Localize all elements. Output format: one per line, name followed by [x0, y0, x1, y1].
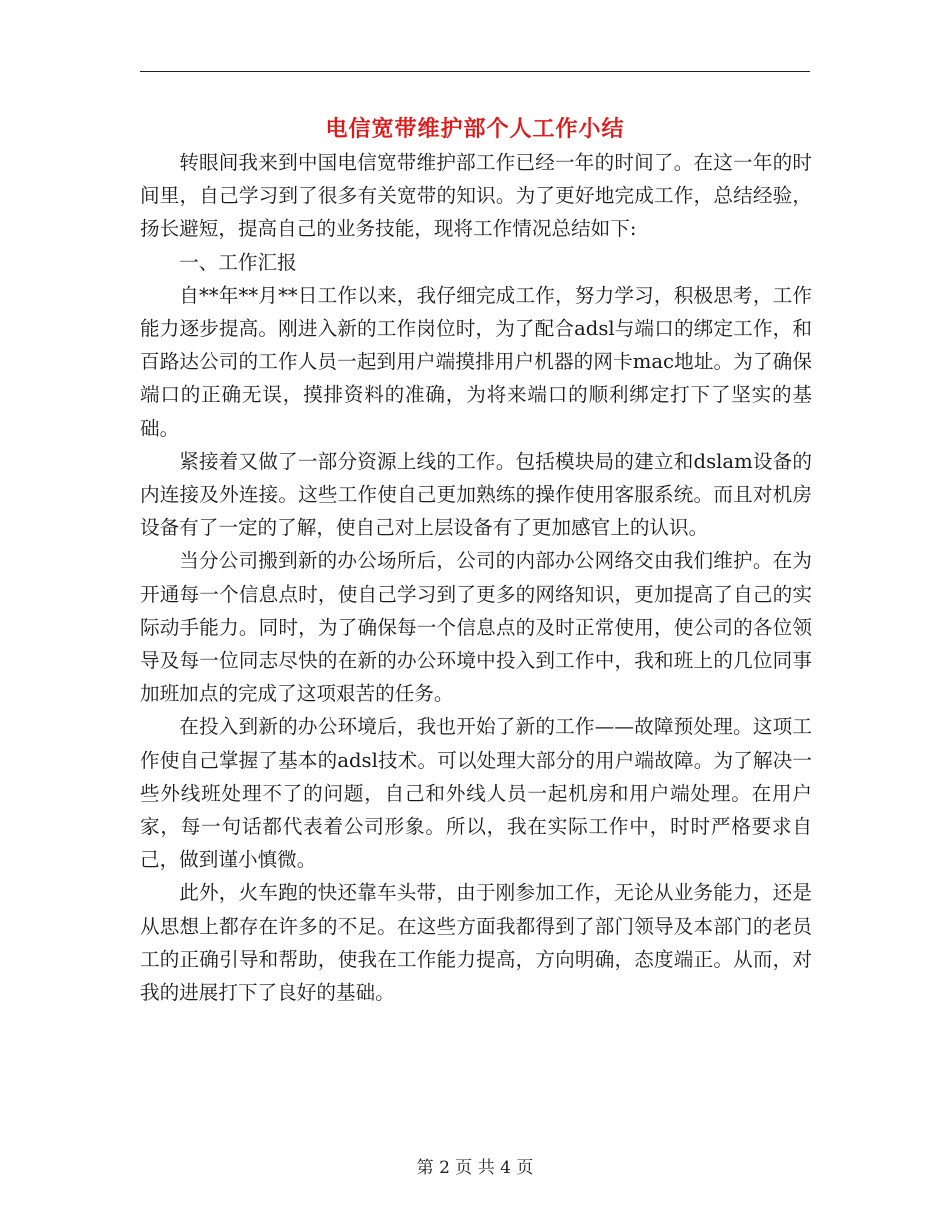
paragraph-guidance: 此外，火车跑的快还靠车头带，由于刚参加工作，无论从业务能力，还是从思想上都存在许多的不足。在这些方面我都得到了部门领导及本部门的老员工的正确引导和帮助，使我在工作能力提高，方向明确，态度端正。从而，对我的进展打下了良好的基础。	[140, 881, 812, 1005]
page-number: 第 2 页 共 4 页	[416, 1158, 534, 1178]
paragraph-resources: 紧接着又做了一部分资源上线的工作。包括模块局的建立和dslam设备的内连接及外连接。这些工作使自己更加熟练的操作使用客服系统。而且对机房设备有了一定的了解，使自己对上层设备有了更加感官上的认识。	[140, 449, 812, 540]
section-heading: 一、工作汇报	[179, 250, 297, 274]
paragraph-intro: 转眼间我来到中国电信宽带维护部工作已经一年的时间了。在这一年的时间里，自己学习到了很多有关宽带的知识。为了更好地完成工作，总结经验，扬长避短，提高自己的业务技能，现将工作情况总结如下:	[140, 151, 812, 241]
document-body	[140, 146, 812, 1009]
paragraph-office-network: 当分公司搬到新的办公场所后，公司的内部办公网络交由我们维护。在为开通每一个信息点时，使自己学习到了更多的网络知识，更加提高了自己的实际动手能力。同时，为了确保每一个信息点的及时正常使用，使公司的各位领导及每一位同志尽快的在新的办公环境中投入到工作中，我和班上的几位同事加班加点的完成了这项艰苦的任务。	[140, 549, 812, 706]
page-footer	[0, 1153, 950, 1178]
paragraph-work-start: 自**年**月**日工作以来，我仔细完成工作，努力学习，积极思考，工作能力逐步提高。刚进入新的工作岗位时，为了配合adsl与端口的绑定工作，和百路达公司的工作人员一起到用户端摸排用户机器的网卡mac地址。为了确保端口的正确无误，摸排资料的准确，为将来端口的顺利绑定打下了坚实的基础。	[140, 283, 812, 440]
document-title: 电信宽带维护部个人工作小结	[325, 117, 625, 142]
header-rule	[140, 71, 810, 72]
paragraph-fault-handling: 在投入到新的办公环境后，我也开始了新的工作——故障预处理。这项工作使自己掌握了基本的adsl技术。可以处理大部分的用户端故障。为了解决一些外线班处理不了的问题，自己和外线人员一起机房和用户端处理。在用户家，每一句话都代表着公司形象。所以，我在实际工作中，时时严格要求自己，做到谨小慎微。	[140, 715, 812, 872]
